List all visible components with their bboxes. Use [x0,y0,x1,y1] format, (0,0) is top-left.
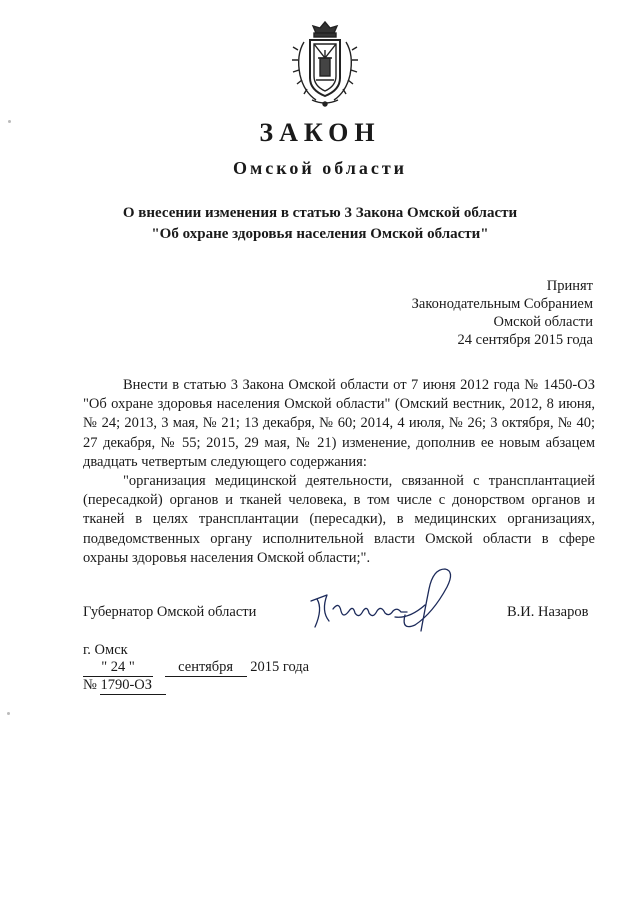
amendment-paragraph: Внести в статью 3 Закона Омской области от 7 июня 2012 года № 1450-ОЗ "Об охране здоровья населения Омской области" (Омский вестник, 2012, 8 июня, № 24; 2013, 3 мая, № 21; 13 декабря, № 60; 2014, 4 июля, № 26; 3 октября, № 40; 27 декабря, № 55; 2015, 29 мая, № 21) изменение, дополнив ее новым абзацем двадцать четвертым следующего содержания: [83,377,595,470]
governor-label: Губернатор Омской области [83,604,257,620]
date-quote-close: " [128,659,135,675]
city: г. Омск [83,642,128,658]
number-prefix: № [83,677,97,693]
date-month: сентября [165,659,247,677]
adopted-line-1: Принят [546,278,593,294]
new-clause-paragraph: "организация медицинской деятельности, связанной с трансплантацией (пересадкой) органов и тканей человека, в том числе с донорством органов и тканей в целях трансплантации (пересадки), в медицинских организациях, подведомственных органу исполнительной власти Омской области в сфере охраны здоровья населения Омской области;". [83,473,595,566]
scan-speck [8,120,11,123]
date-year: 2015 года [250,659,310,675]
date-quote-open: " [101,659,108,675]
coat-of-arms-emblem [290,20,360,110]
adopted-line-3: Омской области [493,314,593,330]
date-day: 24 [110,659,126,675]
date-day-field [83,659,153,677]
law-body [83,376,595,568]
governor-name: В.И. Назаров [507,604,589,620]
signing-date [83,659,309,677]
adopted-line-2: Законодательным Собранием [411,296,593,312]
document-title: ЗАКОН [259,118,381,147]
adoption-block [333,277,593,349]
law-heading-line-2: "Об охране здоровья населения Омской области" [151,226,489,242]
number-value: 1790-ОЗ [100,677,166,695]
adopted-line-4: 24 сентября 2015 года [457,332,593,348]
law-number [83,677,166,695]
governor-signature [305,565,465,635]
scan-speck [7,712,10,715]
law-heading-line-1: О внесении изменения в статью 3 Закона Омской области [122,205,518,221]
document-subtitle: Омской области [232,158,408,178]
